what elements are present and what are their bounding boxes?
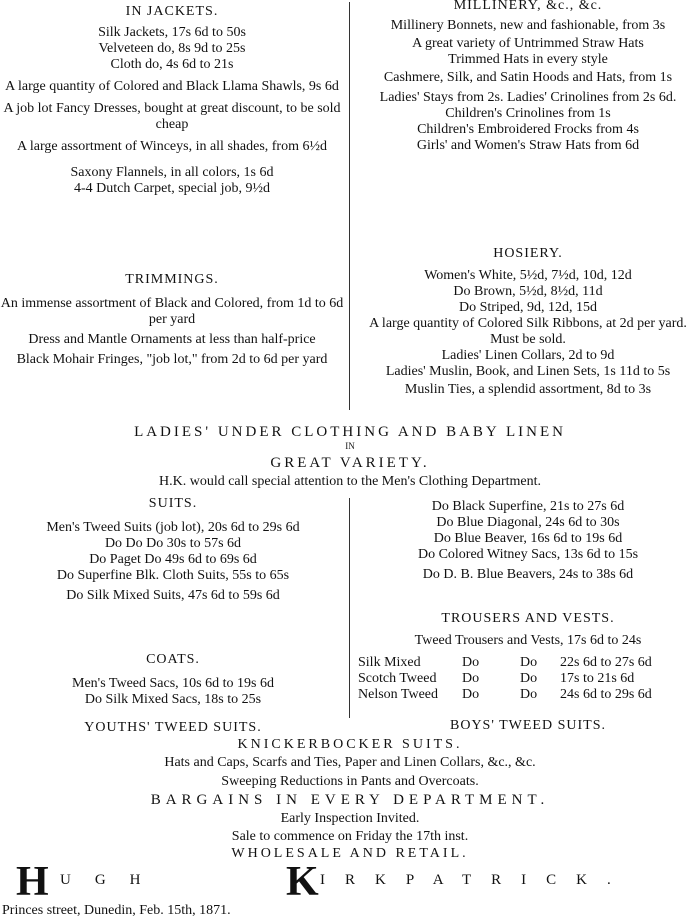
trimmings-heading: TRIMMINGS. (125, 272, 219, 287)
table-cell: Do (462, 655, 480, 670)
list-item: A large quantity of Colored and Black Llama Shawls, 9s 6d (5, 79, 339, 94)
list-item: Millinery Bonnets, new and fashionable, from 3s (390, 18, 666, 33)
column-rule-middle (349, 498, 350, 718)
table-cell: 22s 6d to 27s 6d (560, 655, 652, 670)
name-rest-irkpatrick: IRKPATRICK. (320, 872, 631, 888)
table-row (358, 655, 696, 671)
hosiery-heading: HOSIERY. (493, 246, 563, 261)
list-item: Do Paget Do 49s 6d to 69s 6d (89, 552, 257, 567)
list-item: Trimmed Hats in every style (448, 52, 608, 67)
table-cell: Do (520, 687, 538, 702)
list-item: Muslin Ties, a splendid assortment, 8d to 3s (404, 382, 652, 397)
coats-heading: COATS. (146, 652, 200, 667)
table-row (358, 687, 696, 703)
coats-section (0, 652, 346, 708)
underclothing-in: IN (345, 441, 355, 451)
list-item: Cloth do, 4s 6d to 21s (110, 57, 234, 72)
millinery-heading: MILLINERY, &c., &c. (453, 0, 603, 13)
table-cell: Silk Mixed (358, 655, 421, 670)
table-cell: Nelson Tweed (358, 687, 439, 702)
special-attention-line: H.K. would call special attention to the Men's Clothing Department. (159, 474, 541, 489)
wholesale-line: WHOLESALE AND RETAIL. (231, 846, 469, 861)
list-item: Ladies' Linen Collars, 2d to 9d (441, 348, 615, 363)
list-item: Ladies' Stays from 2s. Ladies' Crinolines from 2s 6d. Children's Crinolines from 1s (379, 90, 677, 121)
table-cell: Do (520, 655, 538, 670)
list-item: Do Blue Beaver, 16s 6d to 19s 6d (433, 531, 623, 546)
jackets-section (0, 4, 344, 197)
list-item: Do Blue Diagonal, 24s 6d to 30s (436, 515, 620, 530)
list-item: Men's Tweed Suits (job lot), 20s 6d to 29s 6d (46, 520, 300, 535)
sale-line: Sale to commence on Friday the 17th inst. (231, 829, 469, 844)
sweeping-line: Sweeping Reductions in Pants and Overcoats. (221, 774, 479, 789)
list-item: Do Colored Witney Sacs, 13s 6d to 15s (417, 547, 639, 562)
coats-continued-section (356, 499, 700, 583)
trimmings-section (0, 272, 344, 368)
table-cell: 24s 6d to 29s 6d (560, 687, 652, 702)
list-item: Do Superfine Blk. Cloth Suits, 55s to 65s (56, 568, 290, 583)
bargains-line: BARGAINS IN EVERY DEPARTMENT. (150, 792, 550, 808)
list-item: A large assortment of Winceys, in all shades, from 6½d (17, 139, 327, 154)
list-item: A large quantity of Colored Silk Ribbons, at 2d per yard. Must be sold. (369, 316, 687, 347)
table-cell: 17s to 21s 6d (560, 671, 635, 686)
great-variety: GREAT VARIETY. (270, 455, 430, 471)
trousers-table (358, 655, 696, 703)
trousers-section (356, 611, 700, 649)
youths-heading: YOUTHS' TWEED SUITS. (84, 720, 262, 735)
name-rest-ugh: UGH (60, 872, 165, 888)
suits-section (0, 496, 346, 604)
boys-heading: BOYS' TWEED SUITS. (450, 718, 606, 733)
merchant-name (16, 859, 700, 905)
trousers-heading: TROUSERS AND VESTS. (441, 611, 615, 626)
list-item: Girls' and Women's Straw Hats from 6d (416, 138, 640, 153)
list-item: 4-4 Dutch Carpet, special job, 9½d (74, 181, 270, 196)
list-item: Women's White, 5½d, 7½d, 10d, 12d (424, 268, 632, 283)
list-item: Do Black Superfine, 21s to 27s 6d (431, 499, 625, 514)
footer-address: Princes street, Dunedin, Feb. 15th, 1871. (2, 903, 231, 918)
list-item: Do Silk Mixed Suits, 47s 6d to 59s 6d (66, 588, 280, 603)
list-item: Black Mohair Fringes, "job lot," from 2d to 6d per yard (16, 352, 328, 367)
inspection-line: Early Inspection Invited. (280, 811, 420, 826)
list-item: Silk Jackets, 17s 6d to 50s (98, 25, 246, 40)
list-item: Tweed Trousers and Vests, 17s 6d to 24s (414, 633, 642, 648)
list-item: Cashmere, Silk, and Satin Hoods and Hats, from 1s (383, 70, 673, 85)
list-item: A job lot Fancy Dresses, bought at great discount, to be sold cheap (3, 101, 341, 132)
list-item: Velveteen do, 8s 9d to 25s (98, 41, 246, 56)
table-cell: Do (462, 687, 480, 702)
list-item: An immense assortment of Black and Colored, from 1d to 6d per yard (0, 296, 344, 327)
list-item: Do Silk Mixed Sacs, 18s to 25s (84, 692, 262, 707)
underclothing-heading: LADIES' UNDER CLOTHING AND BABY LINEN (134, 424, 566, 440)
list-item: Do Do Do 30s to 57s 6d (104, 536, 242, 551)
jackets-heading: IN JACKETS. (125, 4, 219, 19)
list-item: Children's Embroidered Frocks from 4s (417, 122, 639, 137)
list-item: Do D. B. Blue Beavers, 24s to 38s 6d (422, 567, 634, 582)
knickerbocker-heading: KNICKERBOCKER SUITS. (237, 737, 463, 752)
list-item: Dress and Mantle Ornaments at less than half-price (28, 332, 316, 347)
table-cell: Scotch Tweed (358, 671, 437, 686)
list-item: A great variety of Untrimmed Straw Hats (412, 36, 644, 51)
millinery-section (356, 0, 700, 154)
hosiery-section (356, 246, 700, 398)
suits-heading: SUITS. (148, 496, 198, 511)
list-item: Do Brown, 5½d, 8½d, 11d (453, 284, 603, 299)
table-row (358, 671, 696, 687)
column-rule-top (349, 2, 350, 410)
list-item: Saxony Flannels, in all colors, 1s 6d (70, 165, 274, 180)
table-cell: Do (462, 671, 480, 686)
list-item: Do Striped, 9d, 12d, 15d (458, 300, 598, 315)
name-initial-h: H (16, 859, 49, 905)
hats-line: Hats and Caps, Scarfs and Ties, Paper and Linen Collars, &c., &c. (164, 755, 536, 770)
list-item: Ladies' Muslin, Book, and Linen Sets, 1s 11d to 5s (385, 364, 671, 379)
table-cell: Do (520, 671, 538, 686)
name-initial-k: K (286, 859, 319, 905)
list-item: Men's Tweed Sacs, 10s 6d to 19s 6d (72, 676, 274, 691)
